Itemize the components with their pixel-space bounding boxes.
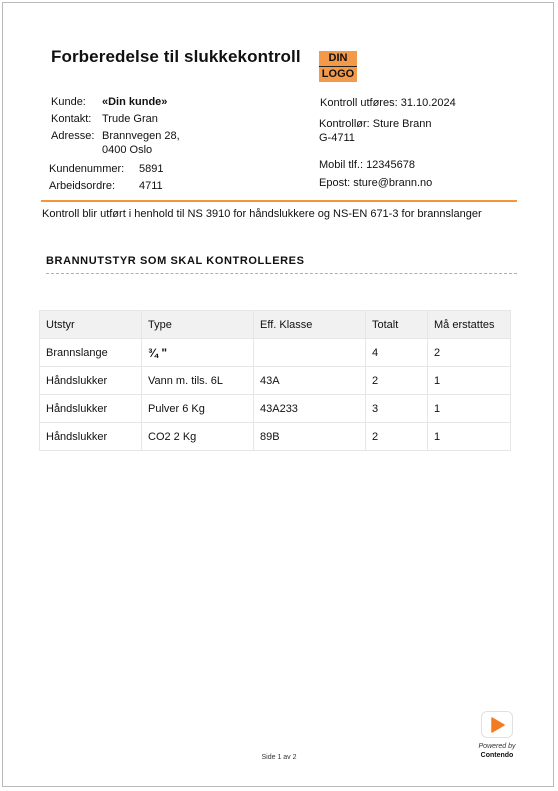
header-utstyr: Utstyr [40,311,142,339]
header-ma-erstattes: Må erstattes [428,311,511,339]
controller-name: Kontrollør: Sture Brann [319,118,432,130]
cell-type: Pulver 6 Kg [142,395,254,423]
header-type: Type [142,311,254,339]
kundenummer-value: 5891 [139,163,164,175]
adresse-line-1: Brannvegen 28, [102,130,180,142]
cell-eff-klasse: 43A233 [254,395,366,423]
table-row [40,395,511,423]
play-icon [490,717,505,733]
control-date: Kontroll utføres: 31.10.2024 [320,97,456,109]
cell-totalt: 2 [366,423,428,451]
cell-totalt: 3 [366,395,428,423]
logo-divider [319,66,357,67]
controller-email: Epost: sture@brann.no [319,177,433,189]
page-number: Side 1 av 2 [261,754,297,761]
cell-type: Vann m. tils. 6L [142,367,254,395]
intro-text: Kontroll blir utført i henhold til NS 3910 for håndslukkere og NS-EN 671-3 for brannslanger [42,208,482,220]
header-eff-klasse: Eff. Klasse [254,311,366,339]
header-divider [41,200,517,202]
controller-id: G-4711 [319,132,355,144]
kunde-value: «Din kunde» [102,96,168,108]
controller-mobile: Mobil tlf.: 12345678 [319,159,416,171]
adresse-line-2: 0400 Oslo [102,144,153,156]
table-row [40,367,511,395]
logo-line-2: LOGO [321,68,355,80]
powered-by-brand: Contendo [480,752,514,759]
kontakt-value: Trude Gran [102,113,158,125]
arbeidsordre-value: 4711 [139,180,163,192]
powered-by-label: Powered by [478,743,516,750]
header-totalt: Totalt [366,311,428,339]
contendo-logo[interactable] [481,711,513,738]
cell-ma-erstattes: 1 [428,423,511,451]
cell-ma-erstattes: 1 [428,367,511,395]
document-page [2,2,554,787]
cell-eff-klasse: 43A [254,367,366,395]
cell-eff-klasse: 89B [254,423,366,451]
table-row [40,423,511,451]
table-header-row [40,311,511,339]
cell-utstyr: Håndslukker [40,367,142,395]
cell-utstyr: Håndslukker [40,423,142,451]
cell-totalt: 2 [366,367,428,395]
section-title: BRANNUTSTYR SOM SKAL KONTROLLERES [46,255,305,267]
kontakt-label: Kontakt: [51,113,92,125]
kundenummer-label: Kundenummer: [49,163,125,175]
document-title: Forberedelse til slukkekontroll [51,47,301,66]
equipment-table [39,310,511,451]
adresse-label: Adresse: [51,130,95,142]
section-divider [46,273,517,274]
cell-type: ¾ " [142,339,254,367]
arbeidsordre-label: Arbeidsordre: [49,180,116,192]
cell-ma-erstattes: 1 [428,395,511,423]
company-logo [319,51,357,82]
cell-utstyr: Brannslange [40,339,142,367]
cell-type: CO2 2 Kg [142,423,254,451]
cell-totalt: 4 [366,339,428,367]
cell-eff-klasse [254,339,366,367]
cell-ma-erstattes: 2 [428,339,511,367]
logo-line-1: DIN [328,52,348,64]
table-row [40,339,511,367]
cell-utstyr: Håndslukker [40,395,142,423]
kunde-label: Kunde: [51,96,86,108]
